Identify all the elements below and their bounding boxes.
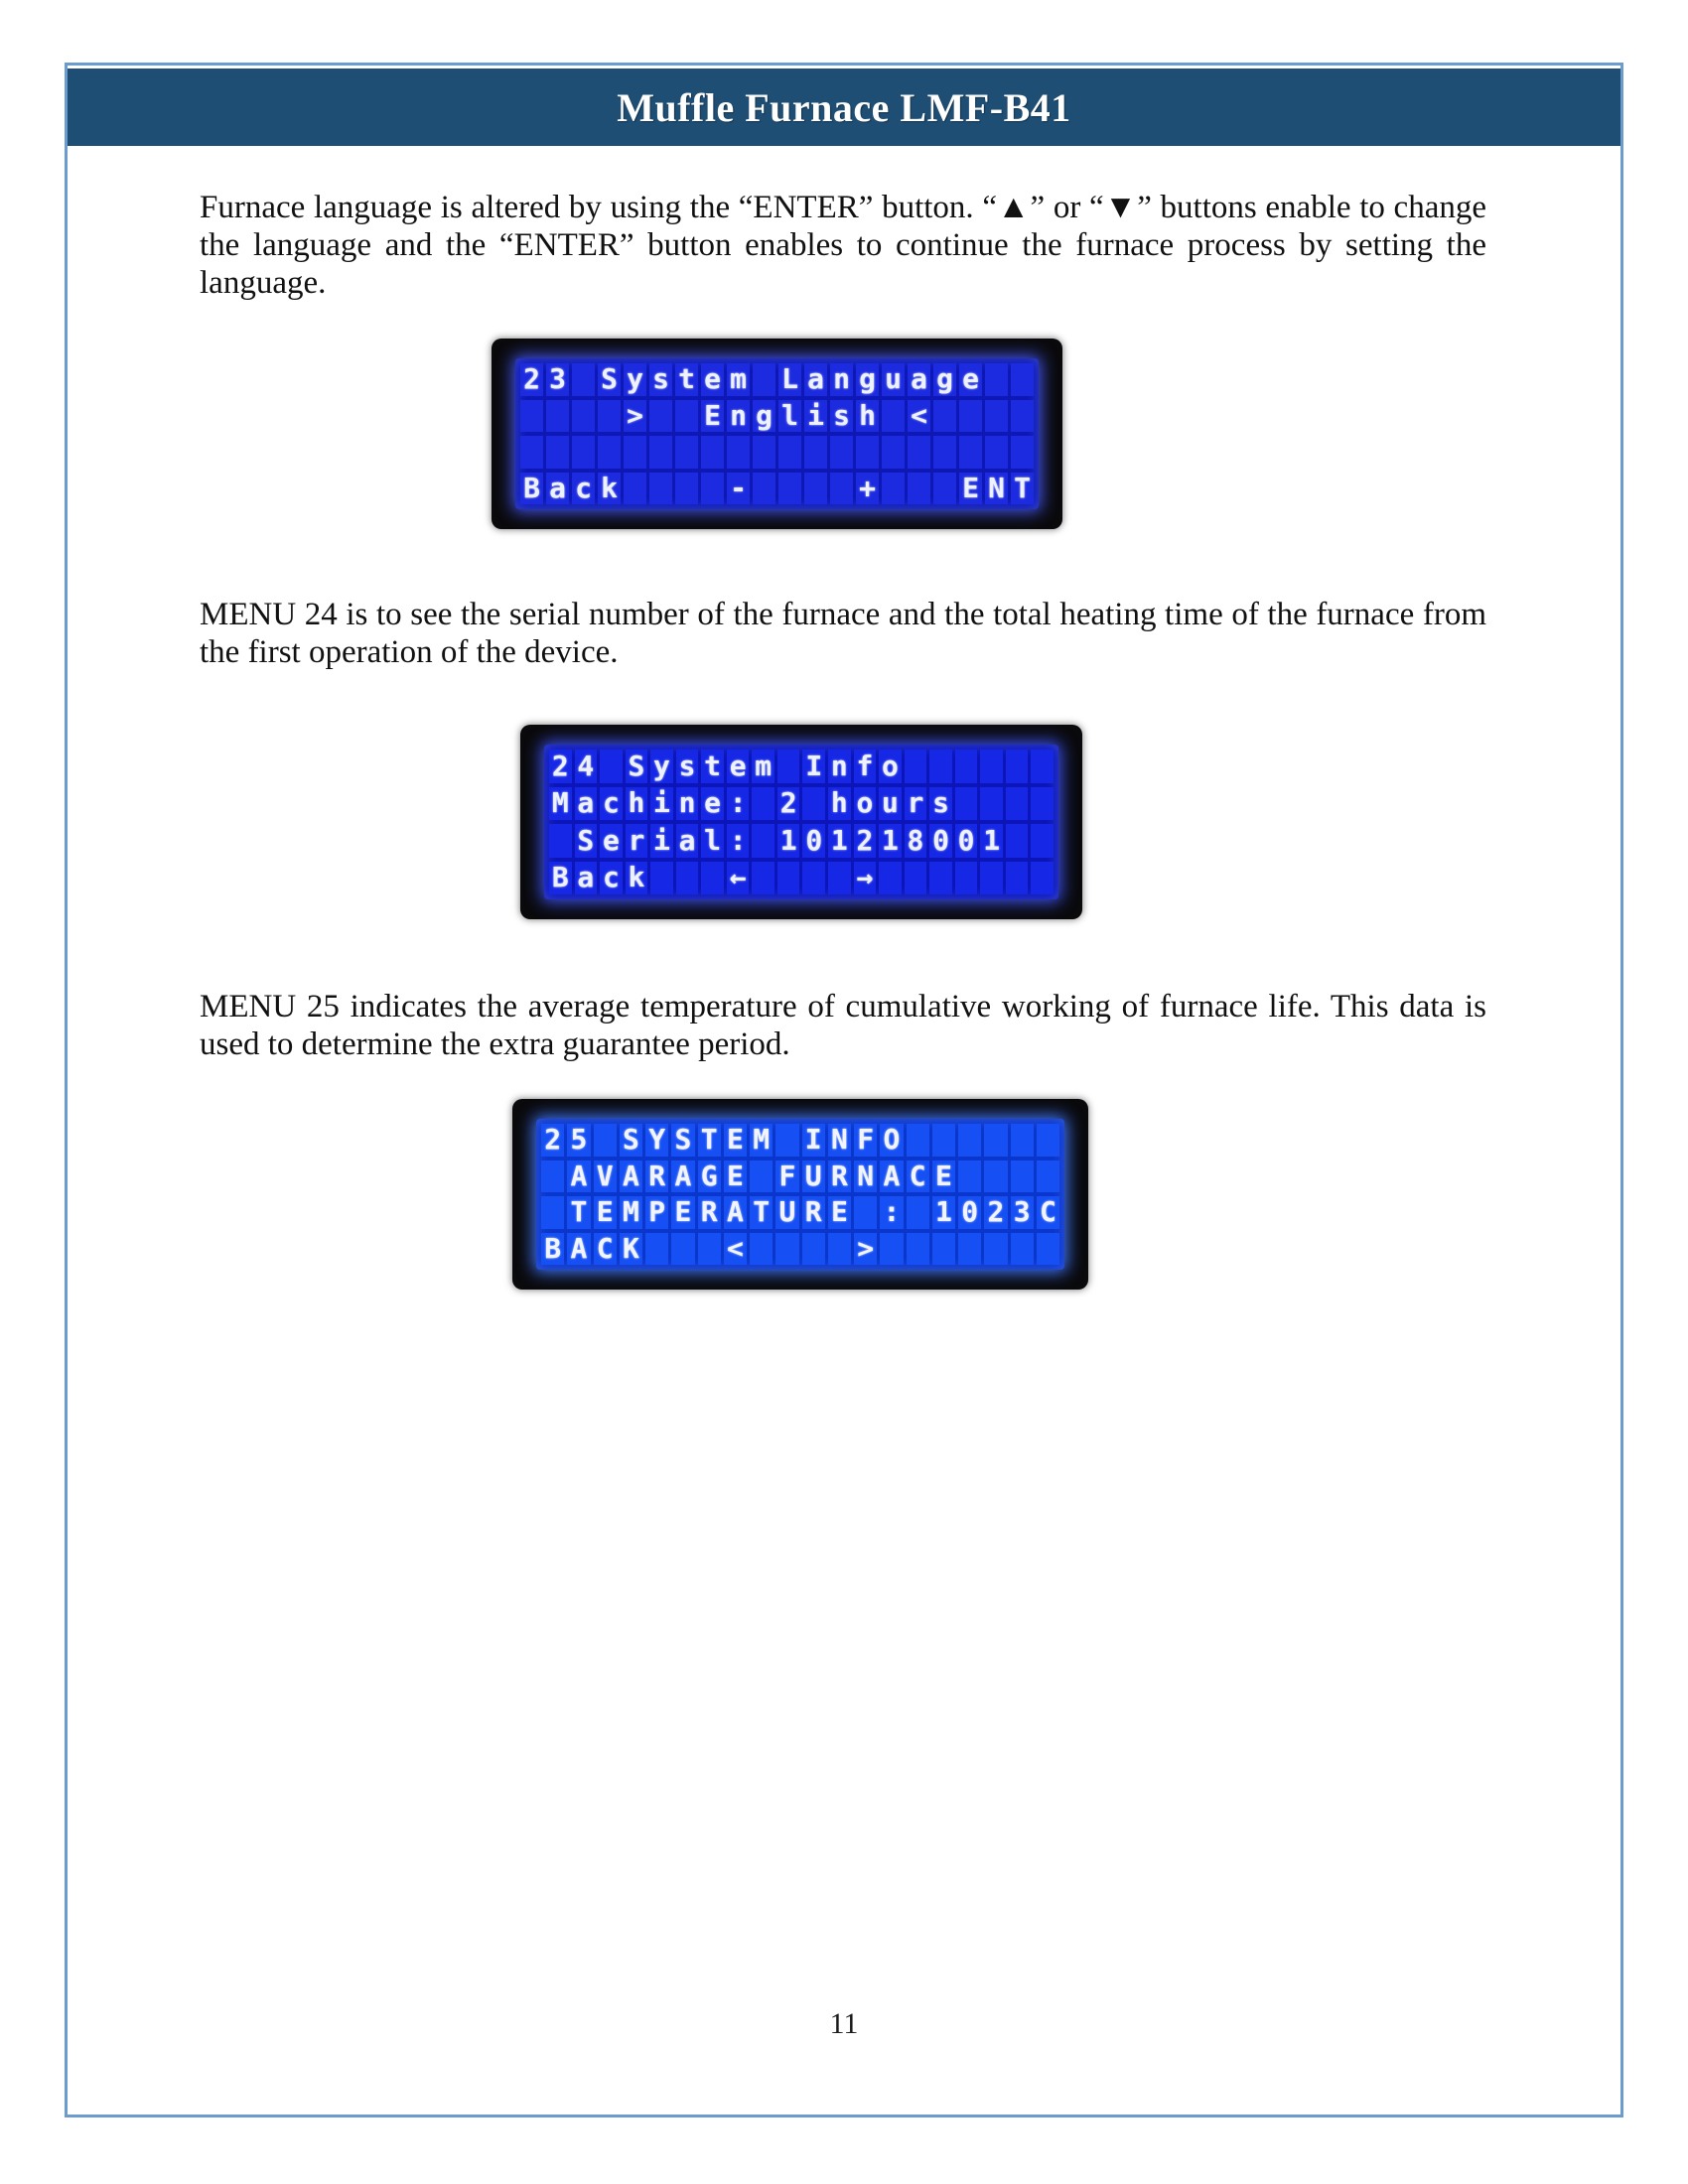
lcd-char-cell bbox=[701, 436, 724, 469]
lcd-char-cell bbox=[546, 400, 569, 433]
lcd-char-cell bbox=[600, 750, 623, 783]
lcd-char-cell: S bbox=[575, 824, 598, 858]
lcd-char-cell bbox=[958, 1160, 981, 1193]
lcd-char-cell bbox=[645, 1233, 668, 1266]
lcd-char-cell bbox=[984, 1124, 1007, 1157]
lcd-char-cell bbox=[932, 1124, 955, 1157]
page-title: Muffle Furnace LMF-B41 bbox=[617, 84, 1071, 130]
lcd-char-cell bbox=[753, 436, 775, 469]
lcd-char-cell bbox=[802, 1233, 825, 1266]
lcd-char-cell bbox=[572, 363, 595, 396]
lcd-char-cell bbox=[984, 1160, 1007, 1193]
lcd-char-cell: V bbox=[594, 1160, 617, 1193]
lcd-char-cell bbox=[856, 436, 879, 469]
lcd-char-cell bbox=[908, 473, 930, 505]
lcd-char-cell: a bbox=[546, 473, 569, 505]
lcd-char-cell bbox=[1011, 1124, 1034, 1157]
lcd-char-cell: : bbox=[880, 1196, 903, 1229]
lcd-char-cell bbox=[675, 473, 698, 505]
lcd-char-cell: A bbox=[567, 1160, 590, 1193]
lcd-char-cell: f bbox=[854, 750, 877, 783]
lcd-char-cell: B bbox=[541, 1233, 564, 1266]
lcd-char-cell bbox=[985, 436, 1008, 469]
lcd-char-cell bbox=[650, 862, 673, 895]
lcd-char-cell: N bbox=[828, 1124, 851, 1157]
lcd-char-cell bbox=[701, 473, 724, 505]
lcd-display-menu-25-system-info bbox=[512, 1099, 1088, 1290]
lcd-char-cell bbox=[830, 436, 853, 469]
lcd-char-cell: s bbox=[830, 400, 853, 433]
lcd-char-cell bbox=[753, 473, 775, 505]
lcd-char-cell: o bbox=[854, 787, 877, 821]
lcd-char-cell bbox=[958, 1124, 981, 1157]
lcd-char-cell bbox=[598, 436, 621, 469]
lcd-char-cell bbox=[752, 862, 774, 895]
lcd-char-cell: < bbox=[724, 1233, 747, 1266]
lcd-char-cell bbox=[955, 787, 978, 821]
lcd-char-cell: n bbox=[727, 400, 750, 433]
lcd-char-cell: h bbox=[828, 787, 851, 821]
lcd-char-cell bbox=[1031, 862, 1054, 895]
lcd-char-cell: T bbox=[750, 1196, 773, 1229]
lcd-char-cell: 0 bbox=[929, 824, 952, 858]
lcd-char-cell: : bbox=[727, 787, 750, 821]
lcd-char-cell bbox=[955, 862, 978, 895]
page-number: 11 bbox=[829, 2007, 859, 2040]
lcd-char-cell bbox=[1031, 824, 1054, 858]
lcd-char-cell: k bbox=[626, 862, 648, 895]
lcd-char-cell: R bbox=[698, 1196, 721, 1229]
lcd-char-cell bbox=[750, 1160, 773, 1193]
lcd-char-cell: > bbox=[854, 1233, 877, 1266]
lcd-char-cell bbox=[671, 1233, 694, 1266]
lcd-char-cell bbox=[985, 363, 1008, 396]
lcd-display-menu-24-system-info bbox=[520, 725, 1082, 919]
lcd-char-cell bbox=[752, 824, 774, 858]
lcd-char-cell: A bbox=[567, 1233, 590, 1266]
lcd-char-cell bbox=[854, 1196, 877, 1229]
lcd-char-cell bbox=[1011, 363, 1034, 396]
lcd-char-cell bbox=[675, 400, 698, 433]
lcd-char-cell bbox=[541, 1196, 564, 1229]
paragraph-menu-25: MENU 25 indicates the average temperature of cumulative working of furnace life. This data is used to determine the extra guarantee period. bbox=[200, 989, 1486, 1062]
lcd-char-cell bbox=[777, 750, 800, 783]
lcd-char-cell bbox=[907, 1124, 929, 1157]
lcd-char-cell bbox=[624, 436, 646, 469]
lcd-char-cell: + bbox=[856, 473, 879, 505]
lcd-char-cell: K bbox=[620, 1233, 642, 1266]
lcd-char-cell: t bbox=[701, 750, 724, 783]
lcd-char-cell bbox=[882, 473, 905, 505]
lcd-char-cell: B bbox=[549, 862, 572, 895]
lcd-char-cell bbox=[649, 400, 672, 433]
lcd-char-cell: A bbox=[880, 1160, 903, 1193]
lcd-char-cell: E bbox=[828, 1196, 851, 1229]
lcd-char-cell bbox=[676, 862, 699, 895]
lcd-char-cell bbox=[624, 473, 646, 505]
lcd-char-cell: - bbox=[727, 473, 750, 505]
lcd-char-cell: I bbox=[802, 750, 825, 783]
lcd-char-cell bbox=[882, 436, 905, 469]
lcd-char-cell: t bbox=[675, 363, 698, 396]
lcd-char-cell: 1 bbox=[828, 824, 851, 858]
lcd-char-cell: g bbox=[933, 363, 956, 396]
lcd-char-cell bbox=[753, 363, 775, 396]
lcd-char-cell bbox=[933, 473, 956, 505]
lcd-char-cell bbox=[980, 862, 1003, 895]
lcd-char-cell bbox=[775, 1124, 798, 1157]
lcd-display-menu-23-system-language bbox=[492, 339, 1062, 529]
lcd-char-cell bbox=[750, 1233, 773, 1266]
lcd-char-cell: ← bbox=[727, 862, 750, 895]
lcd-char-cell bbox=[1031, 787, 1054, 821]
lcd-char-cell: e bbox=[701, 787, 724, 821]
header-bar bbox=[68, 68, 1620, 146]
lcd-char-cell bbox=[701, 862, 724, 895]
lcd-char-cell bbox=[802, 787, 825, 821]
paragraph-menu-24: MENU 24 is to see the serial number of the furnace and the total heating time of the furnace from the first operation of the device. bbox=[200, 597, 1486, 670]
lcd-char-cell: A bbox=[724, 1196, 747, 1229]
lcd-char-cell bbox=[932, 1233, 955, 1266]
lcd-char-cell: M bbox=[549, 787, 572, 821]
lcd-screen bbox=[536, 1119, 1064, 1270]
lcd-char-cell: r bbox=[626, 824, 648, 858]
lcd-char-cell: e bbox=[600, 824, 623, 858]
lcd-char-cell bbox=[649, 473, 672, 505]
lcd-char-cell: E bbox=[959, 473, 982, 505]
lcd-char-cell bbox=[980, 787, 1003, 821]
lcd-char-cell: l bbox=[701, 824, 724, 858]
lcd-char-cell: e bbox=[701, 363, 724, 396]
lcd-char-cell bbox=[802, 862, 825, 895]
lcd-char-cell bbox=[958, 1233, 981, 1266]
lcd-char-cell bbox=[905, 862, 927, 895]
lcd-char-cell bbox=[1037, 1160, 1059, 1193]
lcd-char-cell: G bbox=[698, 1160, 721, 1193]
lcd-char-cell: E bbox=[932, 1160, 955, 1193]
lcd-char-cell: n bbox=[828, 750, 851, 783]
lcd-char-cell: m bbox=[752, 750, 774, 783]
lcd-char-cell: 3 bbox=[546, 363, 569, 396]
lcd-char-cell: 2 bbox=[520, 363, 543, 396]
lcd-char-cell bbox=[1011, 400, 1034, 433]
lcd-char-cell: i bbox=[650, 787, 673, 821]
lcd-char-cell bbox=[955, 750, 978, 783]
lcd-char-cell bbox=[775, 1233, 798, 1266]
lcd-char-cell: y bbox=[650, 750, 673, 783]
lcd-char-cell: U bbox=[802, 1160, 825, 1193]
lcd-char-cell bbox=[520, 400, 543, 433]
lcd-char-cell: T bbox=[1011, 473, 1034, 505]
lcd-char-cell bbox=[1031, 750, 1054, 783]
lcd-char-cell: : bbox=[727, 824, 750, 858]
lcd-char-cell: F bbox=[775, 1160, 798, 1193]
lcd-char-cell: 2 bbox=[541, 1124, 564, 1157]
lcd-char-cell: a bbox=[908, 363, 930, 396]
lcd-char-cell bbox=[698, 1233, 721, 1266]
lcd-char-cell: U bbox=[775, 1196, 798, 1229]
lcd-char-cell: i bbox=[804, 400, 827, 433]
lcd-char-cell: h bbox=[856, 400, 879, 433]
lcd-char-cell bbox=[828, 1233, 851, 1266]
lcd-char-cell: B bbox=[520, 473, 543, 505]
lcd-screen bbox=[515, 358, 1039, 509]
lcd-char-cell: c bbox=[600, 862, 623, 895]
lcd-char-cell: n bbox=[676, 787, 699, 821]
lcd-char-cell bbox=[649, 436, 672, 469]
lcd-char-cell bbox=[907, 1233, 929, 1266]
lcd-char-cell bbox=[778, 473, 801, 505]
lcd-char-cell: A bbox=[620, 1160, 642, 1193]
lcd-char-cell: e bbox=[727, 750, 750, 783]
lcd-char-cell: S bbox=[671, 1124, 694, 1157]
paragraph-language-setting: Furnace language is altered by using the “ENTER” button. “▲” or “▼” buttons enable to change the language and the “ENTER” button enables to continue the furnace process by setting the language. bbox=[200, 190, 1486, 301]
lcd-char-cell bbox=[804, 436, 827, 469]
lcd-char-cell: E bbox=[701, 400, 724, 433]
lcd-char-cell: 3 bbox=[1011, 1196, 1034, 1229]
lcd-char-cell: k bbox=[598, 473, 621, 505]
lcd-char-cell bbox=[1037, 1124, 1059, 1157]
lcd-char-cell: 1 bbox=[777, 824, 800, 858]
lcd-char-cell: y bbox=[624, 363, 646, 396]
lcd-char-cell: 0 bbox=[958, 1196, 981, 1229]
lcd-char-cell bbox=[882, 400, 905, 433]
lcd-char-cell: i bbox=[650, 824, 673, 858]
lcd-char-cell bbox=[675, 436, 698, 469]
lcd-char-cell: → bbox=[854, 862, 877, 895]
lcd-char-cell bbox=[828, 862, 851, 895]
lcd-char-cell: 5 bbox=[567, 1124, 590, 1157]
lcd-char-cell bbox=[572, 400, 595, 433]
lcd-char-cell: g bbox=[753, 400, 775, 433]
lcd-char-cell bbox=[929, 862, 952, 895]
lcd-char-cell bbox=[1006, 824, 1029, 858]
lcd-char-cell: s bbox=[929, 787, 952, 821]
lcd-char-cell: E bbox=[594, 1196, 617, 1229]
lcd-char-cell bbox=[1011, 436, 1034, 469]
lcd-char-cell bbox=[546, 436, 569, 469]
lcd-char-cell bbox=[959, 400, 982, 433]
lcd-char-cell: a bbox=[575, 862, 598, 895]
lcd-char-cell: A bbox=[671, 1160, 694, 1193]
lcd-char-cell: h bbox=[626, 787, 648, 821]
lcd-char-cell: I bbox=[802, 1124, 825, 1157]
lcd-char-cell bbox=[541, 1160, 564, 1193]
lcd-char-cell: R bbox=[828, 1160, 851, 1193]
lcd-char-cell: M bbox=[750, 1124, 773, 1157]
lcd-char-cell bbox=[905, 750, 927, 783]
lcd-char-cell: M bbox=[620, 1196, 642, 1229]
lcd-char-cell: N bbox=[985, 473, 1008, 505]
lcd-char-cell: 8 bbox=[905, 824, 927, 858]
lcd-char-cell bbox=[907, 1196, 929, 1229]
lcd-char-cell: C bbox=[1037, 1196, 1059, 1229]
lcd-char-cell: 4 bbox=[575, 750, 598, 783]
lcd-char-cell bbox=[880, 1233, 903, 1266]
lcd-char-cell bbox=[929, 750, 952, 783]
lcd-char-cell: n bbox=[830, 363, 853, 396]
lcd-char-cell: a bbox=[676, 824, 699, 858]
lcd-char-cell bbox=[1006, 862, 1029, 895]
lcd-char-cell: c bbox=[600, 787, 623, 821]
lcd-char-cell bbox=[984, 1233, 1007, 1266]
lcd-char-cell: 0 bbox=[955, 824, 978, 858]
lcd-char-cell: 1 bbox=[879, 824, 902, 858]
lcd-char-cell: g bbox=[856, 363, 879, 396]
lcd-char-cell: 0 bbox=[802, 824, 825, 858]
lcd-char-cell: s bbox=[676, 750, 699, 783]
lcd-char-cell: T bbox=[698, 1124, 721, 1157]
lcd-char-cell: m bbox=[727, 363, 750, 396]
lcd-char-cell bbox=[1011, 1160, 1034, 1193]
lcd-char-cell: l bbox=[778, 400, 801, 433]
lcd-char-cell: E bbox=[671, 1196, 694, 1229]
lcd-char-cell: C bbox=[594, 1233, 617, 1266]
lcd-char-cell: 1 bbox=[932, 1196, 955, 1229]
lcd-char-cell: R bbox=[802, 1196, 825, 1229]
lcd-char-cell bbox=[572, 436, 595, 469]
lcd-char-cell: F bbox=[854, 1124, 877, 1157]
lcd-char-cell bbox=[959, 436, 982, 469]
lcd-char-cell bbox=[1006, 787, 1029, 821]
lcd-char-cell bbox=[933, 436, 956, 469]
lcd-char-cell: R bbox=[645, 1160, 668, 1193]
lcd-char-cell: 2 bbox=[777, 787, 800, 821]
lcd-char-cell bbox=[933, 400, 956, 433]
lcd-char-cell: O bbox=[880, 1124, 903, 1157]
lcd-char-cell: < bbox=[908, 400, 930, 433]
lcd-char-cell bbox=[549, 824, 572, 858]
lcd-char-cell bbox=[1006, 750, 1029, 783]
lcd-char-cell: S bbox=[598, 363, 621, 396]
lcd-char-cell: L bbox=[778, 363, 801, 396]
lcd-char-cell bbox=[727, 436, 750, 469]
lcd-char-cell: u bbox=[882, 363, 905, 396]
lcd-char-cell: T bbox=[567, 1196, 590, 1229]
lcd-char-cell bbox=[830, 473, 853, 505]
lcd-char-cell: r bbox=[905, 787, 927, 821]
lcd-char-cell: Y bbox=[645, 1124, 668, 1157]
lcd-char-cell: a bbox=[575, 787, 598, 821]
lcd-char-cell: P bbox=[645, 1196, 668, 1229]
lcd-char-cell: 2 bbox=[854, 824, 877, 858]
lcd-char-cell bbox=[980, 750, 1003, 783]
lcd-char-cell: 2 bbox=[549, 750, 572, 783]
lcd-char-cell: 1 bbox=[980, 824, 1003, 858]
lcd-char-cell: a bbox=[804, 363, 827, 396]
lcd-char-cell: C bbox=[907, 1160, 929, 1193]
lcd-char-cell bbox=[908, 436, 930, 469]
lcd-char-cell: c bbox=[572, 473, 595, 505]
lcd-char-cell bbox=[804, 473, 827, 505]
lcd-char-cell: 2 bbox=[984, 1196, 1007, 1229]
lcd-char-cell: E bbox=[724, 1160, 747, 1193]
lcd-char-cell bbox=[879, 862, 902, 895]
lcd-char-cell bbox=[1011, 1233, 1034, 1266]
lcd-char-cell: S bbox=[626, 750, 648, 783]
lcd-char-cell: o bbox=[879, 750, 902, 783]
lcd-char-cell: s bbox=[649, 363, 672, 396]
lcd-char-cell: N bbox=[854, 1160, 877, 1193]
lcd-char-cell: > bbox=[624, 400, 646, 433]
lcd-char-cell bbox=[777, 862, 800, 895]
lcd-char-cell: S bbox=[620, 1124, 642, 1157]
lcd-char-cell bbox=[1037, 1233, 1059, 1266]
lcd-char-cell: E bbox=[724, 1124, 747, 1157]
lcd-screen bbox=[544, 745, 1058, 899]
lcd-char-cell bbox=[520, 436, 543, 469]
lcd-char-cell bbox=[752, 787, 774, 821]
lcd-char-cell bbox=[594, 1124, 617, 1157]
lcd-char-cell bbox=[985, 400, 1008, 433]
lcd-char-cell bbox=[778, 436, 801, 469]
lcd-char-cell: e bbox=[959, 363, 982, 396]
lcd-char-cell: u bbox=[879, 787, 902, 821]
lcd-char-cell bbox=[598, 400, 621, 433]
